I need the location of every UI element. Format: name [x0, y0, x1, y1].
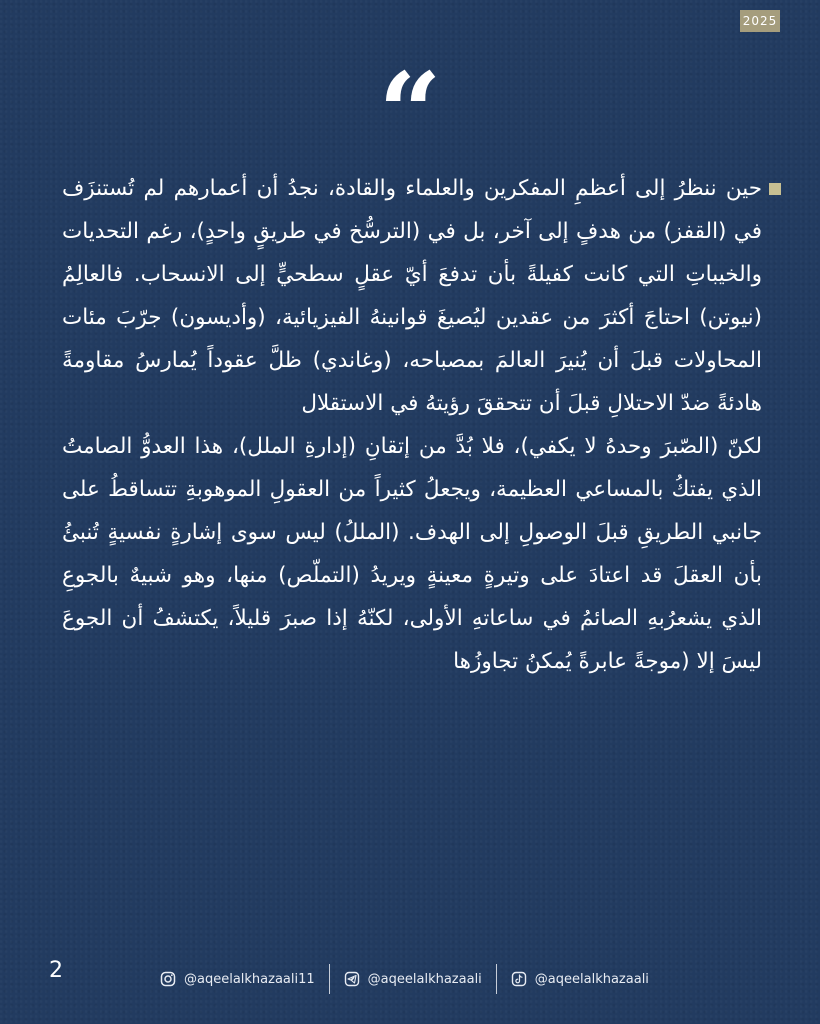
page-number: 2	[49, 958, 63, 983]
tiktok-handle: @aqeelalkhazaali	[534, 971, 649, 987]
footer-divider	[496, 964, 497, 994]
instagram-icon	[160, 971, 176, 987]
instagram-handle: @aqeelalkhazaali11	[184, 971, 315, 987]
year-badge: 2025	[740, 10, 780, 32]
paragraph-2: لكنّ (الصّبرَ وحدهُ لا يكفي)، فلا بُدَّ من إتقانِ (إدارةِ الملل)، هذا العدوُّ الصامتُ الذي يفتكُ بالمساعي العظيمة، ويجعلُ كثيراً من العقولِ الموهوبةِ تتساقطُ على جانبي الطريقِ قبلَ الوصولِ إلى الهدف. (المللُ) ليس سوى إشارةٍ نفسيةٍ تُنبئُ بأن العقلَ قد اعتادَ على وتيرةٍ معينةٍ ويريدُ (التملّص) منها، وهو شبيهٌ بالجوعِ الذي يشعرُبهِ الصائمُ في ساعاتهِ الأولى، لكنّهُ إذا صبرَ قليلاً، يكتشفُ أن الجوعَ ليسَ إلا (موجةً عابرةً يُمكنُ تجاوزُها	[62, 434, 762, 674]
telegram-handle: @aqeelalkhazaali	[367, 971, 482, 987]
social-telegram[interactable]	[344, 971, 482, 987]
social-instagram[interactable]	[160, 971, 315, 987]
bullet-square-icon	[769, 183, 781, 195]
article-body	[62, 167, 762, 683]
tiktok-icon	[511, 971, 527, 987]
telegram-icon	[344, 971, 360, 987]
quote-mark-icon: “	[378, 48, 442, 177]
paragraph-1: حين ننظرُ إلى أعظمِ المفكرين والعلماء والقادة، نجدُ أن أعمارهم لم تُستنزَف في (القفز) من هدفٍ إلى آخر، بل في (الترسُّخ في طريقٍ واحدٍ)، رغم التحديات والخيباتِ التي كانت كفيلةً بأن تدفعَ أيّ عقلٍ سطحيٍّ إلى الانسحاب. فالعالِمُ (نيوتن) احتاجَ أكثرَ من عقدين ليُصيغَ قوانينهُ الفيزيائية، (وأديسون) جرّبَ مئات المحاولات قبلَ أن يُنيرَ العالمَ بمصباحه، (وغاندي) ظلَّ عقوداً يُمارسُ مقاومةً هادئةً ضدّ الاحتلالِ قبلَ أن تتحققَ رؤيتهُ في الاستقلال	[62, 176, 762, 416]
social-tiktok[interactable]	[511, 971, 649, 987]
social-footer	[160, 964, 649, 994]
footer-divider	[329, 964, 330, 994]
